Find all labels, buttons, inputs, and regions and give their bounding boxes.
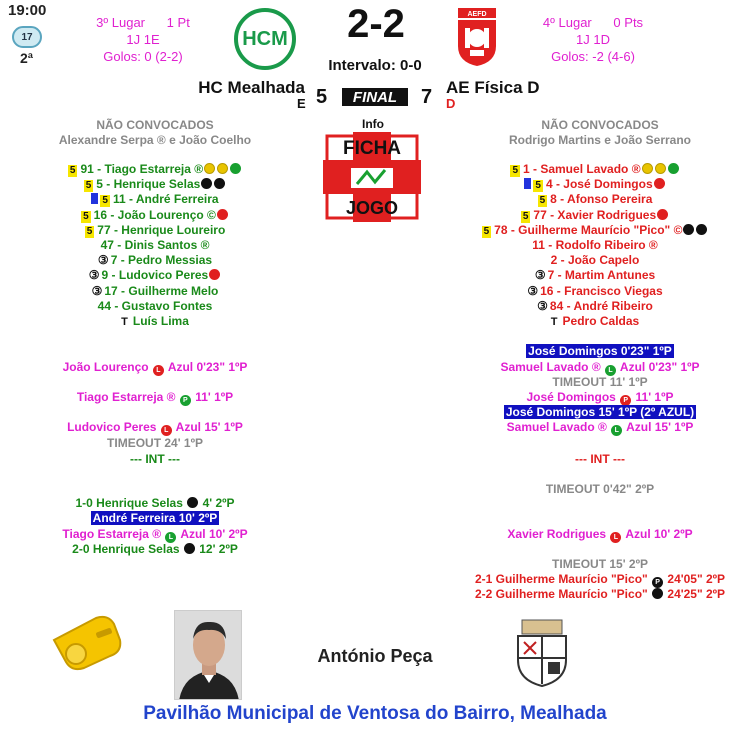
home-nc-names: Alexandre Serpa ® e João Coelho — [58, 133, 252, 147]
home-standing — [68, 14, 218, 65]
starter-badge: 5 — [83, 210, 89, 222]
home-player-name: 5 - Henrique Selas — [96, 177, 201, 192]
home-standing-line2: 1J 1E — [126, 32, 160, 47]
home-fouls-letter: E — [297, 96, 306, 111]
coach-icon: T — [550, 315, 558, 328]
black-card-icon — [214, 178, 225, 189]
home-player-name: 7 - Pedro Messias — [110, 253, 213, 268]
away-timeout: TIMEOUT 15' 2ºP — [552, 557, 648, 571]
away-nc-title: NÃO CONVOCADOS — [541, 118, 659, 132]
away-event-detail: Azul 15' 1ºP — [626, 420, 694, 434]
away-event-player: Xavier Rodrigues — [507, 527, 607, 541]
home-timeout: TIMEOUT 24' 1ºP — [107, 436, 203, 450]
home-event-detail: Azul 0'23" 1ºP — [167, 360, 248, 374]
home-player-row[interactable] — [5, 284, 305, 299]
referee-photo — [174, 610, 242, 700]
home-player-name: 47 - Dinis Santos ® — [100, 237, 210, 252]
away-player-row[interactable] — [445, 177, 745, 192]
home-team-name[interactable]: HC Mealhada — [198, 78, 305, 97]
home-goal-row — [5, 542, 305, 557]
home-player-row[interactable] — [5, 162, 305, 177]
home-player-name: 44 - Gustavo Fontes — [97, 298, 213, 313]
home-event-player: Tiago Estarreja ® — [76, 390, 176, 404]
home-team-logo[interactable] — [234, 8, 296, 70]
home-event-row — [5, 360, 305, 376]
round-label: 2ª — [20, 50, 33, 66]
away-blue-card-text: José Domingos 0'23" 1ºP — [528, 344, 672, 358]
home-player-row[interactable] — [5, 268, 305, 283]
yellow-card-icon — [204, 163, 215, 174]
away-blue-card-row — [450, 344, 750, 359]
home-player-row[interactable] — [5, 253, 305, 268]
away-blue-card-row — [450, 405, 750, 420]
away-event-player: José Domingos — [526, 390, 616, 404]
home-player-name: 17 - Guilherme Melo — [104, 283, 219, 298]
away-player-name: 2 - João Capelo — [550, 253, 640, 268]
info-label: Info — [362, 117, 384, 131]
home-interval: --- INT --- — [130, 452, 180, 466]
blue-card-marker-icon — [91, 193, 98, 204]
home-player-name: 9 - Ludovico Peres — [101, 268, 209, 283]
starter-badge: 5 — [522, 210, 529, 222]
home-goal-scorer: 1-0 Henrique Selas — [75, 496, 183, 510]
home-not-called-up — [10, 118, 300, 148]
substitute-badge: ③ — [537, 298, 548, 313]
home-standing-line1: 3º Lugar 1 Pt — [96, 15, 190, 30]
home-event-player: João Lourenço — [62, 360, 149, 374]
home-player-row[interactable] — [5, 208, 305, 223]
away-player-row[interactable] — [445, 299, 745, 314]
away-goal-scorer: 2-1 Guilherme Maurício "Pico" — [474, 572, 648, 586]
away-player-name: 77 - Xavier Rodrigues — [533, 207, 657, 222]
away-event-row — [450, 390, 750, 406]
substitute-badge: ③ — [534, 268, 546, 283]
away-goal-scorer: 2-2 Guilherme Maurício "Pico" — [474, 587, 648, 601]
away-team-name[interactable]: AE Física D — [446, 78, 540, 97]
home-fouls-count: 5 — [316, 86, 328, 108]
away-player-name: 1 - Samuel Lavado ® — [523, 162, 641, 176]
blue-card-marker-icon — [524, 178, 531, 189]
home-event-row — [5, 420, 305, 436]
away-interval: --- INT --- — [575, 452, 625, 466]
yellow-card-icon — [655, 163, 666, 174]
away-standing — [518, 14, 668, 65]
away-player-row[interactable] — [445, 208, 745, 223]
red-card-icon: L — [610, 532, 621, 543]
green-card-icon — [230, 163, 241, 174]
home-logo-text: HCM — [242, 27, 288, 50]
home-blue-card-row — [5, 511, 305, 526]
substitute-badge: ③ — [527, 283, 539, 298]
home-player-row[interactable] — [5, 177, 305, 192]
away-event-player: Samuel Lavado ® — [500, 360, 601, 374]
home-player-name: 16 - João Lourenço © — [93, 207, 216, 222]
starter-badge: 5 — [85, 180, 92, 192]
away-player-row[interactable] — [445, 284, 745, 299]
green-card-icon: L — [165, 532, 176, 543]
away-player-name: 84 - André Ribeiro — [549, 298, 653, 313]
referee-name[interactable]: António Peça — [317, 646, 433, 666]
home-goal-time: 4' 2ºP — [202, 496, 235, 510]
away-player-row[interactable] — [445, 268, 745, 283]
green-card-icon — [668, 163, 679, 174]
penalty-ball-icon: P — [652, 577, 663, 588]
away-player-row[interactable] — [445, 314, 745, 329]
home-player-name: Luís Lima — [132, 313, 189, 328]
home-player-row[interactable] — [5, 223, 305, 238]
away-goal-row — [450, 572, 750, 588]
away-player-name: 78 - Guilherme Maurício "Pico" © — [494, 222, 683, 237]
home-roster — [5, 162, 305, 329]
away-team-logo[interactable] — [456, 6, 498, 68]
home-event-row — [5, 527, 305, 543]
ball-icon — [187, 497, 198, 508]
red-card-icon: L — [161, 425, 172, 436]
black-card-icon — [201, 178, 212, 189]
ball-icon — [652, 588, 663, 599]
match-status-badge: FINAL — [342, 88, 408, 106]
halftime-score: Intervalo: 0-0 — [328, 57, 422, 74]
away-roster — [445, 162, 745, 329]
red-card-icon — [217, 209, 228, 220]
home-player-row[interactable] — [5, 192, 305, 207]
away-player-row[interactable] — [445, 192, 745, 207]
away-nc-names: Rodrigo Martins e João Serrano — [508, 133, 692, 147]
away-event-player: Samuel Lavado ® — [506, 420, 607, 434]
substitute-badge: ③ — [97, 253, 109, 268]
competition-badge-icon: 17 — [12, 26, 42, 48]
whistle-icon — [50, 612, 122, 674]
home-goal-row — [5, 496, 305, 511]
away-player-row[interactable] — [445, 238, 745, 253]
home-player-name: 91 - Tiago Estarreja ® — [80, 162, 204, 176]
match-time: 19:00 — [8, 2, 47, 19]
yellow-card-icon — [642, 163, 653, 174]
home-event-row — [5, 390, 305, 406]
away-timeout: TIMEOUT 0'42" 2ºP — [545, 482, 655, 496]
home-player-row[interactable] — [5, 299, 305, 314]
away-goal-row — [450, 587, 750, 602]
match-score: 2-2 — [347, 2, 405, 46]
black-card-icon — [696, 224, 707, 235]
away-standing-line1: 4º Lugar 0 Pts — [542, 15, 644, 30]
away-fouls-count: 7 — [421, 86, 433, 108]
home-event-detail: 11' 1ºP — [195, 390, 234, 404]
black-card-icon — [683, 224, 694, 235]
svg-text:AEFD: AEFD — [467, 11, 487, 18]
away-player-name: Pedro Caldas — [562, 313, 640, 328]
away-player-row[interactable] — [445, 162, 745, 177]
starter-badge: 5 — [539, 195, 546, 207]
home-goal-scorer: 2-0 Henrique Selas — [72, 542, 180, 556]
away-event-row — [450, 420, 750, 436]
home-player-row[interactable] — [5, 314, 305, 329]
away-player-name: 8 - Afonso Pereira — [550, 192, 653, 207]
away-timeout: TIMEOUT 11' 1ºP — [552, 375, 648, 389]
home-event-detail: Azul 10' 2ºP — [180, 527, 248, 541]
away-player-name: 7 - Martim Antunes — [547, 268, 656, 283]
venue-link[interactable]: Pavilhão Municipal de Ventosa do Bairro, Mealhada — [143, 703, 607, 724]
away-player-name: 16 - Francisco Viegas — [540, 283, 663, 298]
away-player-row[interactable] — [445, 223, 745, 238]
away-event-row — [450, 527, 750, 543]
starter-badge: 5 — [483, 225, 490, 237]
association-crest-icon — [512, 618, 572, 688]
away-standing-line2: 1J 1D — [576, 32, 610, 47]
substitute-badge: ③ — [88, 268, 100, 283]
away-blue-card-text: José Domingos 15' 1ºP (2º AZUL) — [505, 405, 695, 419]
away-player-row[interactable] — [445, 253, 745, 268]
ball-icon — [184, 543, 195, 554]
away-event-detail: Azul 0'23" 1ºP — [619, 360, 700, 374]
away-goal-time: 24'25" 2ºP — [667, 587, 726, 601]
home-goal-time: 12' 2ºP — [199, 542, 238, 556]
home-event-player: Ludovico Peres — [67, 420, 157, 434]
home-event-detail: Azul 15' 1ºP — [175, 420, 243, 434]
home-player-name: 77 - Henrique Loureiro — [97, 222, 226, 237]
home-player-name: 11 - André Ferreira — [112, 192, 219, 207]
home-player-row[interactable] — [5, 238, 305, 253]
away-event-row — [450, 360, 750, 376]
yellow-card-icon — [217, 163, 228, 174]
starter-badge: 5 — [535, 180, 541, 192]
away-not-called-up — [455, 118, 745, 148]
green-card-icon: L — [605, 365, 616, 376]
red-card-icon: L — [153, 365, 164, 376]
away-goal-time: 24'05" 2ºP — [667, 572, 726, 586]
coach-icon: T — [121, 315, 128, 328]
away-event-detail: 11' 1ºP — [635, 390, 674, 404]
home-event-player: Tiago Estarreja ® — [62, 527, 162, 541]
away-standing-line3: Golos: -2 (4-6) — [551, 49, 635, 64]
starter-badge: 5 — [86, 225, 93, 237]
ficha-jogo-icon — [323, 132, 421, 222]
away-player-name: 4 - José Domingos — [545, 177, 653, 192]
red-card-icon — [209, 269, 220, 280]
ficha-jogo-button[interactable] — [323, 132, 421, 222]
home-standing-line3: Golos: 0 (2-2) — [103, 49, 183, 64]
starter-badge: 5 — [69, 165, 76, 176]
ficha-bottom-text: JOGO — [345, 198, 399, 218]
green-card-icon: P — [180, 395, 191, 406]
away-fouls-letter: D — [446, 96, 456, 111]
home-nc-title: NÃO CONVOCADOS — [96, 118, 214, 132]
red-card-icon: P — [620, 395, 631, 406]
starter-badge: 5 — [512, 165, 518, 176]
red-card-icon — [657, 209, 668, 220]
home-blue-card-text: André Ferreira 10' 2ºP — [92, 511, 218, 525]
away-player-name: 11 - Rodolfo Ribeiro ® — [532, 237, 658, 252]
substitute-badge: ③ — [91, 283, 103, 298]
away-event-detail: Azul 10' 2ºP — [625, 527, 693, 541]
red-card-icon — [654, 178, 665, 189]
ficha-top-text: FICHA — [342, 138, 402, 159]
starter-badge: 5 — [102, 195, 108, 207]
green-card-icon: L — [611, 425, 622, 436]
